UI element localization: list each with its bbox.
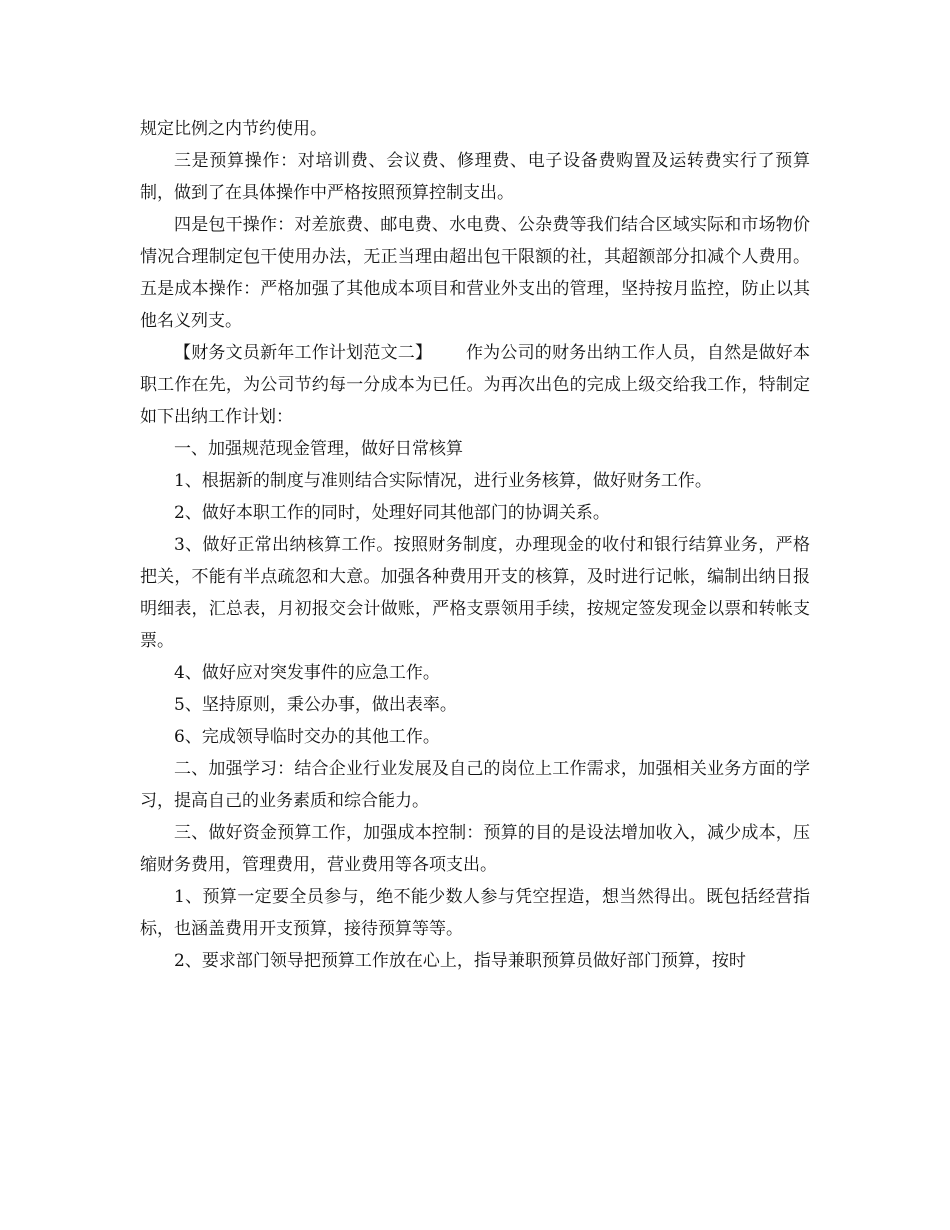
- paragraph: 4、做好应对突发事件的应急工作。: [174, 663, 440, 683]
- paragraph: 一、加强规范现金管理，做好日常核算: [174, 439, 463, 459]
- document-body: [140, 113, 810, 977]
- paragraph: 1、预算一定要全员参与，绝不能少数人参与凭空捏造，想当然得出。既包括经营指标，也涵盖费用开支预算，接待预算等等。: [140, 887, 810, 939]
- paragraph: 6、完成领导临时交办的其他工作。: [174, 727, 440, 747]
- paragraph-text: 作为公司的财务出纳工作人员，自然是做好本职工作在先，为公司节约每一分成本为已任。为再次出色的完成上级交给我工作，特制定如下出纳工作计划：: [140, 343, 811, 427]
- paragraph: 三、做好资金预算工作，加强成本控制：预算的目的是设法增加收入，减少成本，压缩财务费用，管理费用，营业费用等各项支出。: [140, 823, 810, 875]
- paragraph: 3、做好正常出纳核算工作。按照财务制度，办理现金的收付和银行结算业务，严格把关，不能有半点疏忽和大意。加强各种费用开支的核算，及时进行记帐，编制出纳日报明细表，汇总表，月初报交会计做账，严格支票领用手续，按规定签发现金以票和转帐支票。: [140, 535, 810, 651]
- paragraph: 2、要求部门领导把预算工作放在心上，指导兼职预算员做好部门预算，按时: [174, 951, 746, 971]
- paragraph: 1、根据新的制度与准则结合实际情况，进行业务核算，做好财务工作。: [174, 471, 712, 491]
- section-heading: 【财务文员新年工作计划范文二】: [174, 343, 433, 363]
- paragraph: 四是包干操作：对差旅费、邮电费、水电费、公杂费等我们结合区域实际和市场物价情况合理制定包干使用办法，无正当理由超出包干限额的社，其超额部分扣减个人费用。五是成本操作：严格加强了其他成本项目和营业外支出的管理，坚持按月监控，防止以其他名义列支。: [140, 215, 810, 331]
- paragraph: [140, 337, 810, 433]
- paragraph: 三是预算操作：对培训费、会议费、修理费、电子设备费购置及运转费实行了预算制，做到了在具体操作中严格按照预算控制支出。: [140, 151, 810, 203]
- paragraph: 规定比例之内节约使用。: [140, 119, 327, 139]
- paragraph: 2、做好本职工作的同时，处理好同其他部门的协调关系。: [174, 503, 610, 523]
- paragraph: 5、坚持原则，秉公办事，做出表率。: [174, 695, 457, 715]
- paragraph: 二、加强学习：结合企业行业发展及自己的岗位上工作需求，加强相关业务方面的学习，提高自己的业务素质和综合能力。: [140, 759, 810, 811]
